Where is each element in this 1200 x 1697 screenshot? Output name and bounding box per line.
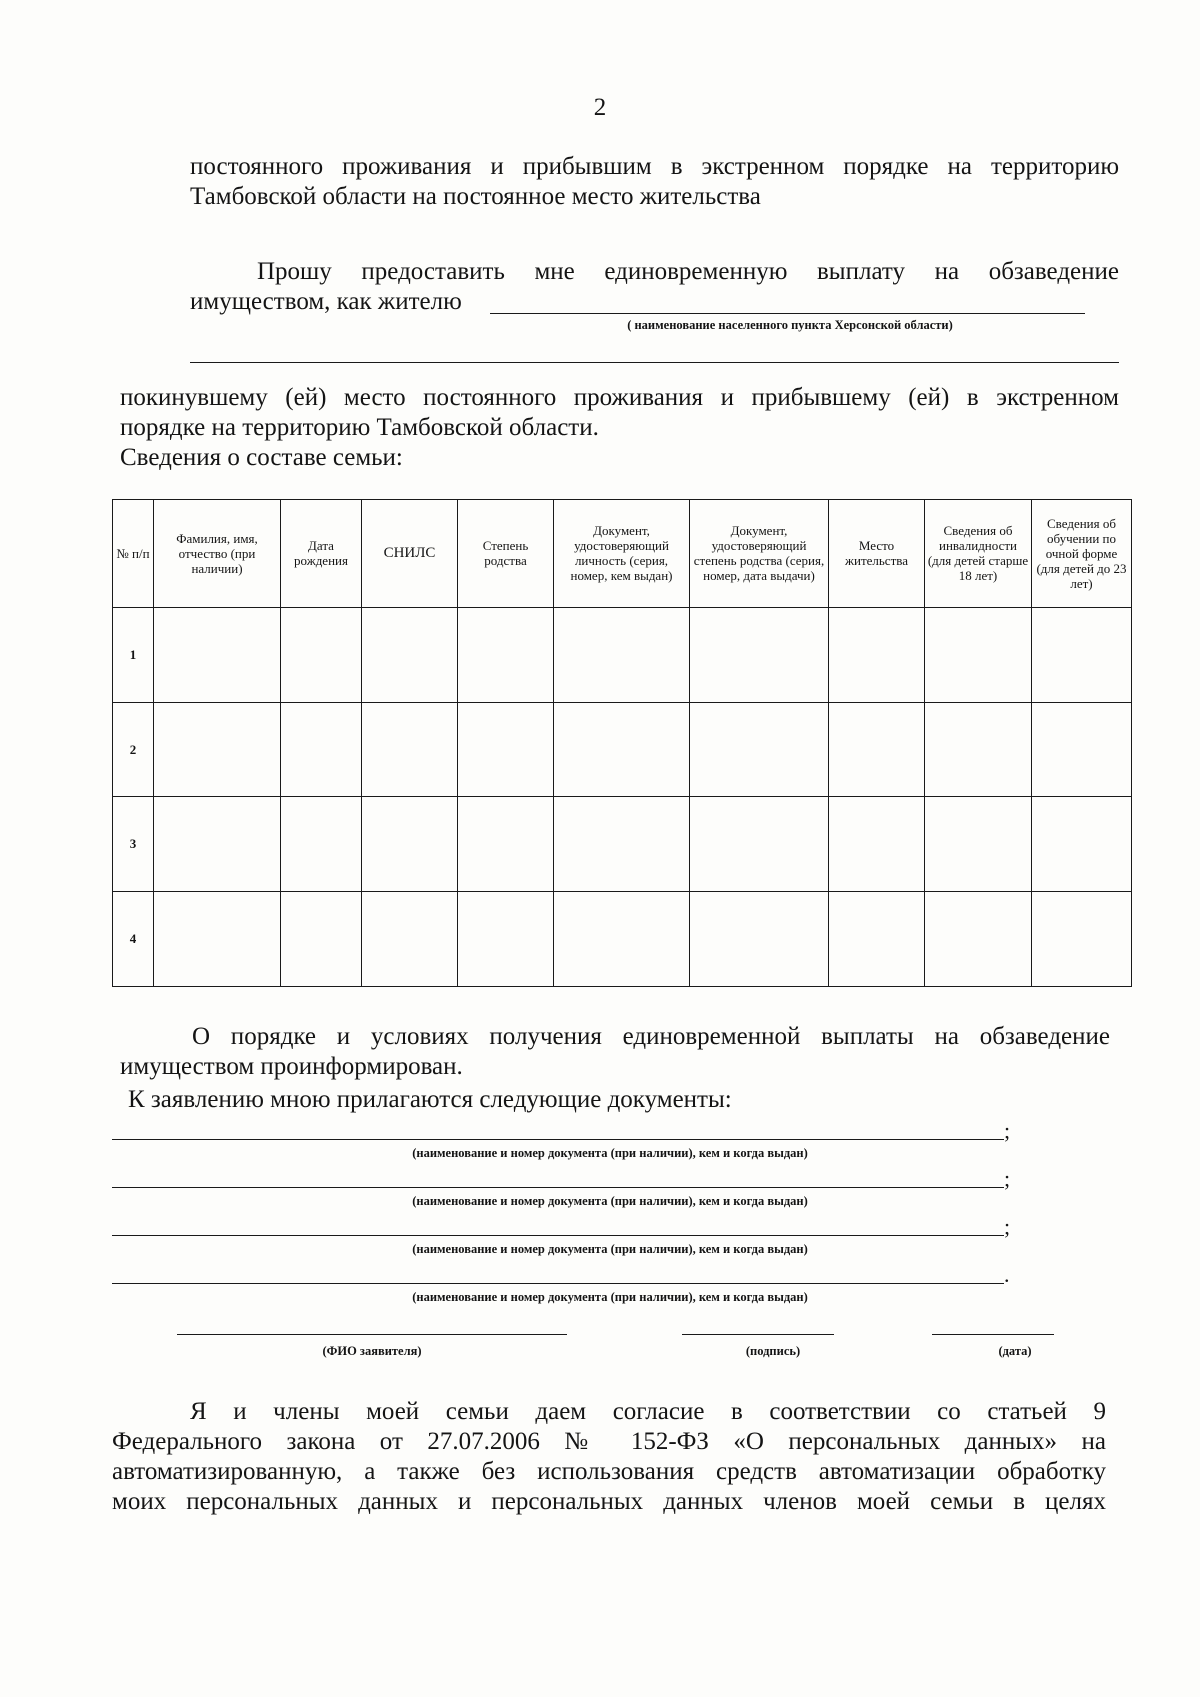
cell-full-name[interactable] — [154, 797, 281, 892]
cell-snils[interactable] — [362, 892, 458, 987]
header-number: № п/п — [113, 500, 154, 608]
fio-line[interactable] — [177, 1334, 567, 1335]
consent-line-4: моих персональных данных и персональных данных членов моей семьи в целях — [112, 1488, 1106, 1515]
document-line-2[interactable] — [112, 1187, 1004, 1188]
table-row — [113, 607, 1132, 702]
left-residence-line-2: порядке на территорию Тамбовской области. — [120, 414, 599, 441]
cell-residence[interactable] — [829, 702, 925, 797]
left-residence-paragraph — [120, 383, 1119, 443]
document-caption-2: (наименование и номер документа (при наличии), кем и когда выдан) — [412, 1194, 808, 1208]
cell-education[interactable] — [1032, 892, 1132, 987]
table-row — [113, 797, 1132, 892]
cell-education[interactable] — [1032, 702, 1132, 797]
header-residence: Место жительства — [829, 500, 925, 608]
cell-identity-document[interactable] — [554, 797, 690, 892]
document-caption-4: (наименование и номер документа (при наличии), кем и когда выдан) — [412, 1290, 808, 1304]
header-relationship: Степень родства — [458, 500, 554, 608]
header-snils: СНИЛС — [362, 500, 458, 608]
page-number: 2 — [593, 94, 607, 121]
cell-education[interactable] — [1032, 607, 1132, 702]
family-heading: Сведения о составе семьи: — [120, 444, 403, 471]
table-row — [113, 702, 1132, 797]
cell-full-name[interactable] — [154, 892, 281, 987]
informed-paragraph — [120, 1022, 1110, 1082]
cell-disability[interactable] — [925, 797, 1032, 892]
cell-relationship[interactable] — [458, 702, 554, 797]
date-line[interactable] — [932, 1334, 1054, 1335]
cell-education[interactable] — [1032, 797, 1132, 892]
cell-kinship-document[interactable] — [690, 892, 829, 987]
cell-snils[interactable] — [362, 797, 458, 892]
header-birth-date: Дата рождения — [281, 500, 362, 608]
document-line-4[interactable] — [112, 1283, 1004, 1284]
document-line-1-terminator: ; — [1004, 1118, 1011, 1143]
row-number: 2 — [113, 702, 154, 797]
cell-birth-date[interactable] — [281, 702, 362, 797]
consent-paragraph — [112, 1397, 1106, 1517]
row-number: 3 — [113, 797, 154, 892]
consent-line-2: Федерального закона от 27.07.2006 № 152-ФЗ «О персональных данных» на — [112, 1428, 1106, 1455]
cell-snils[interactable] — [362, 702, 458, 797]
table-row — [113, 892, 1132, 987]
document-line-4-terminator: . — [1004, 1262, 1010, 1287]
left-residence-line-1: покинувшему (ей) место постоянного проживания и прибывшему (ей) в экстренном — [120, 384, 1119, 411]
cell-birth-date[interactable] — [281, 892, 362, 987]
intro-paragraph — [190, 152, 1119, 212]
fio-caption: (ФИО заявителя) — [322, 1344, 422, 1358]
cell-residence[interactable] — [829, 892, 925, 987]
date-caption: (дата) — [998, 1344, 1032, 1358]
informed-line-2: имуществом проинформирован. — [120, 1053, 463, 1080]
row-number: 4 — [113, 892, 154, 987]
family-table — [112, 499, 1132, 987]
cell-kinship-document[interactable] — [690, 797, 829, 892]
cell-full-name[interactable] — [154, 702, 281, 797]
settlement-field-line-2[interactable] — [190, 362, 1119, 363]
cell-relationship[interactable] — [458, 892, 554, 987]
header-education: Сведения об обучении по очной форме (для детей до 23 лет) — [1032, 500, 1132, 608]
cell-disability[interactable] — [925, 702, 1032, 797]
row-number: 1 — [113, 607, 154, 702]
document-caption-1: (наименование и номер документа (при наличии), кем и когда выдан) — [412, 1146, 808, 1160]
cell-snils[interactable] — [362, 607, 458, 702]
cell-residence[interactable] — [829, 797, 925, 892]
cell-disability[interactable] — [925, 892, 1032, 987]
document-caption-3: (наименование и номер документа (при наличии), кем и когда выдан) — [412, 1242, 808, 1256]
intro-line-1: постоянного проживания и прибывшим в экстренном порядке на территорию — [190, 153, 1119, 180]
cell-identity-document[interactable] — [554, 607, 690, 702]
cell-relationship[interactable] — [458, 797, 554, 892]
header-kinship-document: Документ, удостоверяющий степень родства (серия, номер, дата выдачи) — [690, 500, 829, 608]
header-full-name: Фамилия, имя, отчество (при наличии) — [154, 500, 281, 608]
header-identity-document: Документ, удостоверяющий личность (серия, номер, кем выдан) — [554, 500, 690, 608]
document-line-1[interactable] — [112, 1139, 1004, 1140]
signature-caption: (подпись) — [745, 1344, 801, 1358]
consent-line-3: автоматизированную, а также без использования средств автоматизации обработку — [112, 1458, 1106, 1485]
request-line-1: Прошу предоставить мне единовременную выплату на обзаведение — [257, 258, 1119, 285]
intro-line-2: Тамбовской области на постоянное место жительства — [190, 183, 761, 210]
document-line-2-terminator: ; — [1004, 1166, 1011, 1191]
cell-birth-date[interactable] — [281, 797, 362, 892]
informed-line-1: О порядке и условиях получения единовременной выплаты на обзаведение — [192, 1023, 1110, 1050]
request-line-2: имуществом, как жителю — [190, 288, 462, 315]
cell-identity-document[interactable] — [554, 892, 690, 987]
documents-heading: К заявлению мною прилагаются следующие документы: — [128, 1086, 732, 1113]
document-line-3-terminator: ; — [1004, 1214, 1011, 1239]
cell-disability[interactable] — [925, 607, 1032, 702]
cell-full-name[interactable] — [154, 607, 281, 702]
request-line-1-wrap — [257, 257, 1119, 287]
cell-relationship[interactable] — [458, 607, 554, 702]
consent-line-1: Я и члены моей семьи даем согласие в соответствии со статьей 9 — [190, 1398, 1106, 1425]
settlement-field-line[interactable] — [490, 313, 1085, 314]
header-disability: Сведения об инвалидности (для детей старше 18 лет) — [925, 500, 1032, 608]
cell-residence[interactable] — [829, 607, 925, 702]
signature-line[interactable] — [682, 1334, 834, 1335]
document-line-3[interactable] — [112, 1235, 1004, 1236]
cell-birth-date[interactable] — [281, 607, 362, 702]
cell-kinship-document[interactable] — [690, 607, 829, 702]
settlement-caption: ( наименование населенного пункта Херсонской области) — [627, 318, 953, 332]
table-header-row — [113, 500, 1132, 608]
cell-identity-document[interactable] — [554, 702, 690, 797]
cell-kinship-document[interactable] — [690, 702, 829, 797]
